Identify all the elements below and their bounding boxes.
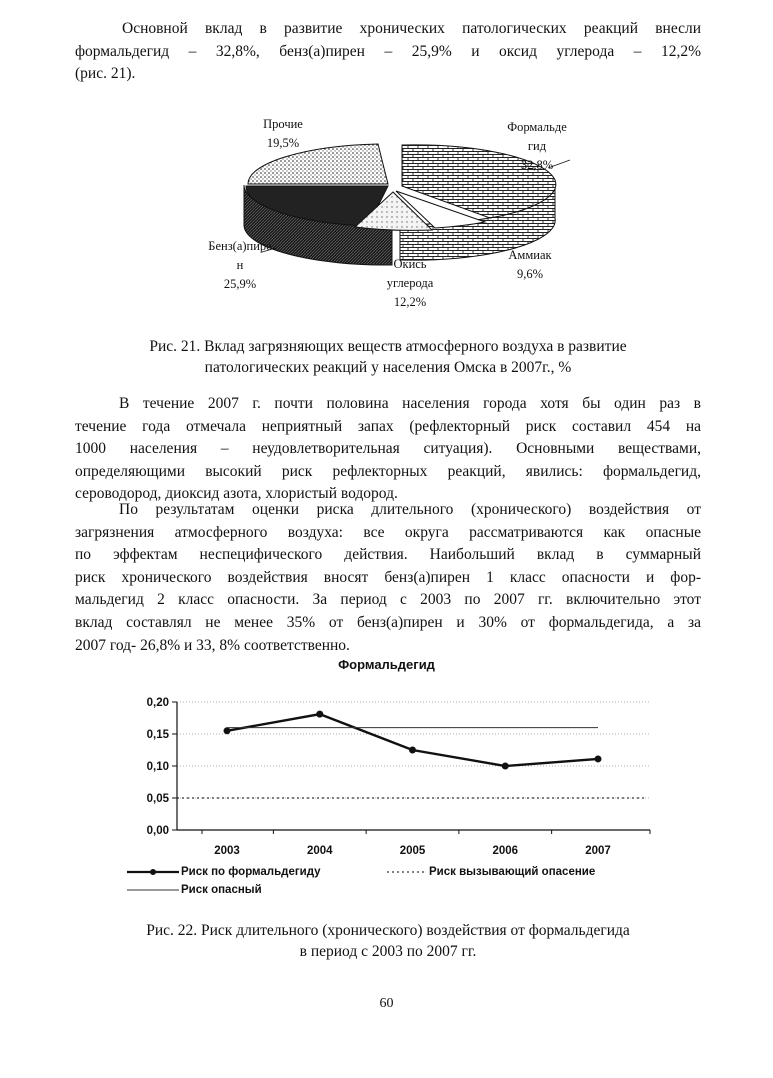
pie-label-line: 32,8% [520,158,554,172]
paragraph-reflex-risk [75,393,701,506]
legend-concern-risk [385,866,595,878]
legend-formaldehyde-risk [125,866,321,878]
legend-line-marker-icon [125,867,181,877]
y-tick-label: 0,15 [146,729,169,741]
pie-label-line: 19,5% [266,136,300,150]
caption-line: в период с 2003 по 2007 гг. [299,943,477,960]
pie-label-line: Аммиак [508,248,552,262]
pie-label-line: Бенз(а)пире [208,239,272,253]
pie-label-line: Окись [393,257,427,271]
data-point [595,755,602,762]
data-point [224,727,231,734]
pie-label-line: 25,9% [223,277,257,291]
intro-paragraph [75,18,701,86]
pie-label-line: гид [527,139,547,153]
pie-label-line: Формальде [507,120,567,134]
legend-label: Риск по формальдегиду [181,866,321,878]
page-number: 60 [379,996,394,1011]
text-line: определяющими высокий риск рефлекторных реакций, явились: формальдегид, [75,462,701,480]
text-line: вклад составлял не менее 35% от бенз(а)пирен и 30% от формальдегида, а за [75,613,701,631]
text-line: течение года отмечала неприятный запах (рефлекторный риск составил 454 на [75,417,701,435]
x-tick-label: 2007 [585,845,611,857]
legend-thin-line-icon [125,885,181,895]
pie-label-line: 9,6% [516,267,544,281]
series-line-formaldehyde [227,714,598,766]
text-line: по эффектам неспецифического действия. Наибольший вклад в суммарный [75,546,701,564]
y-tick-label: 0,10 [146,761,169,773]
text-line: 2007 год- 26,8% и 33, 8% соответственно. [75,636,350,654]
figure-21-caption [75,336,701,378]
caption-line: патологических реакций у населения Омска в 2007г., % [204,359,572,376]
caption-line: Рис. 21. Вклад загрязняющих веществ атмосферного воздуха в развитие [149,338,627,355]
caption-line: Рис. 22. Риск длительного (хронического) воздействия от формальдегида [146,922,630,939]
line-chart-title: Формальдегид [338,657,435,672]
pie-label-benzapyrene [195,237,285,294]
x-tick-label: 2006 [492,845,519,857]
text-line: По результатам оценки риска длительного (хронического) воздействия от [119,501,701,518]
pie-label-ammonia [490,246,570,284]
pie-label-other [248,115,318,153]
data-point [316,711,323,718]
paragraph-chronic-risk [75,499,701,657]
text-line: мальдегид 2 класс опасности. За период с 2003 по 2007 гг. включительно этот [75,591,701,609]
text-line: В течение 2007 г. почти половина населения города хотя бы один раз в [119,395,701,412]
text-line: риск хронического воздействия вносят бенз(а)пирен 1 класс опасности и фор- [75,568,701,586]
data-point [502,763,509,770]
legend-dotted-line-icon [385,867,429,877]
data-point [409,747,416,754]
y-tick-label: 0,05 [146,793,169,805]
legend-label: Риск вызывающий опасение [429,866,596,878]
legend-dangerous-risk [125,884,262,896]
legend-label: Риск опасный [181,884,262,896]
x-tick-label: 2004 [306,845,333,857]
x-tick-label: 2003 [214,845,240,857]
text-line: сероводород, диоксид азота, хлористый водород. [75,485,398,503]
pie-label-line: 12,2% [393,295,427,309]
figure-22-caption [75,920,701,962]
y-tick-label: 0,20 [146,697,169,709]
pie-label-line: н [236,258,244,272]
pie-label-line: углерода [386,276,434,290]
pie-label-formaldehyde [492,118,582,175]
x-tick-label: 2005 [399,845,426,857]
text-line: формальдегид – 32,8%, бенз(а)пирен – 25,9% и оксид углерода – 12,2% [75,42,701,60]
text-line: 1000 населения – неудовлетворительная ситуация). Основными веществами, [75,440,701,458]
text-line: (рис. 21). [75,65,136,83]
pie-label-co [370,255,450,312]
pie-label-line: Прочие [263,117,303,131]
text-line: Основной вклад в развитие хронических патологических реакций внесли [122,20,701,37]
text-line: загрязнения атмосферного воздуха: все округа рассматриваются как опасные [75,523,701,541]
y-tick-label: 0,00 [146,825,169,837]
